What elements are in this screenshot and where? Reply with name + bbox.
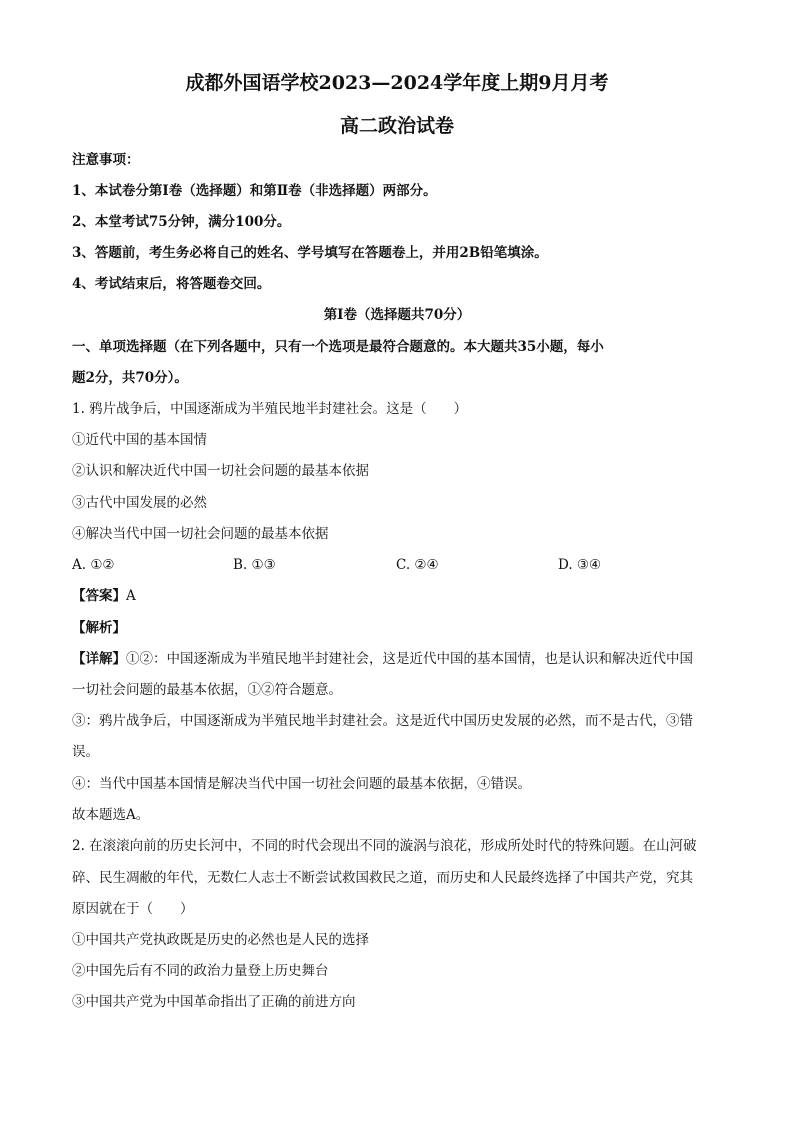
q1-option-b: B. ①③	[233, 557, 276, 573]
page-subtitle: 高二政治试卷	[339, 115, 454, 137]
detail-text-1: ①②：中国逐渐成为半殖民地半封建社会，这是近代中国的基本国情，也是认识和解决近代中国	[126, 651, 693, 667]
q1-conclusion: 故本题选A。	[72, 807, 150, 823]
analysis-tag: 【解析】	[72, 620, 126, 636]
section-title: 第Ⅰ卷（选择题共70分）	[323, 307, 471, 323]
q1-detail-line-3: ③：鸦片战争后，中国逐渐成为半殖民地半封建社会。这是近代中国历史发展的必然，而不是古代，③错	[72, 713, 693, 729]
q2-statement-2: ②中国先后有不同的政治力量登上历史舞台	[72, 963, 329, 979]
q2-stem-line-1: 2. 在滚滚向前的历史长河中，不同的时代会现出不同的漩涡与浪花，形成所处时代的特殊问题。在山河破	[72, 838, 697, 854]
q1-detail-line-4: 误。	[72, 744, 99, 760]
detail-tag: 【详解】	[72, 651, 126, 667]
q1-statement-2: ②认识和解决近代中国一切社会问题的最基本依据	[72, 463, 369, 479]
section-instruction-line-2: 题2分，共70分）。	[72, 370, 188, 386]
q1-option-a: A. ①②	[72, 557, 115, 573]
q2-stem-line-2: 碎、民生凋敝的年代，无数仁人志士不断尝试救国救民之道，而历史和人民最终选择了中国共产党，究其	[72, 870, 693, 886]
page-title: 成都外国语学校2023—2024学年度上期9月月考	[185, 72, 609, 94]
q1-statement-4: ④解决当代中国一切社会问题的最基本依据	[72, 526, 329, 542]
note-item-4: 4、考试结束后，将答题卷交回。	[72, 276, 271, 292]
q1-detail-line-5: ④：当代中国基本国情是解决当代中国一切社会问题的最基本依据，④错误。	[72, 776, 531, 792]
q1-analysis-line	[72, 618, 126, 638]
section-instruction-line-1: 一、单项选择题（在下列各题中，只有一个选项是最符合题意的。本大题共35小题，每小	[72, 339, 604, 355]
q1-detail-line-2: 一切社会问题的最基本依据，①②符合题意。	[72, 682, 342, 698]
q2-stem-line-3: 原因就在于（ ）	[72, 901, 194, 917]
q1-detail-line-1	[72, 649, 693, 669]
notes-heading: 注意事项：	[72, 152, 140, 168]
q1-statement-3: ③古代中国发展的必然	[72, 495, 207, 511]
note-item-3: 3、答题前，考生务必将自己的姓名、学号填写在答题卷上，并用2B铅笔填涂。	[72, 245, 548, 261]
q1-option-c: C. ②④	[396, 557, 439, 573]
q1-statement-1: ①近代中国的基本国情	[72, 432, 207, 448]
q2-statement-3: ③中国共产党为中国革命指出了正确的前进方向	[72, 994, 356, 1010]
answer-value: A	[126, 588, 136, 604]
q2-statement-1: ①中国共产党执政既是历史的必然也是人民的选择	[72, 932, 369, 948]
note-item-1: 1、本试卷分第Ⅰ卷（选择题）和第Ⅱ卷（非选择题）两部分。	[72, 183, 437, 199]
answer-tag: 【答案】	[72, 588, 126, 604]
q1-stem: 1. 鸦片战争后，中国逐渐成为半殖民地半封建社会。这是（ ）	[72, 401, 468, 417]
q1-option-d: D. ③④	[558, 557, 602, 573]
note-item-2: 2、本堂考试75分钟，满分100分。	[72, 214, 291, 230]
q1-answer-line	[72, 586, 136, 606]
